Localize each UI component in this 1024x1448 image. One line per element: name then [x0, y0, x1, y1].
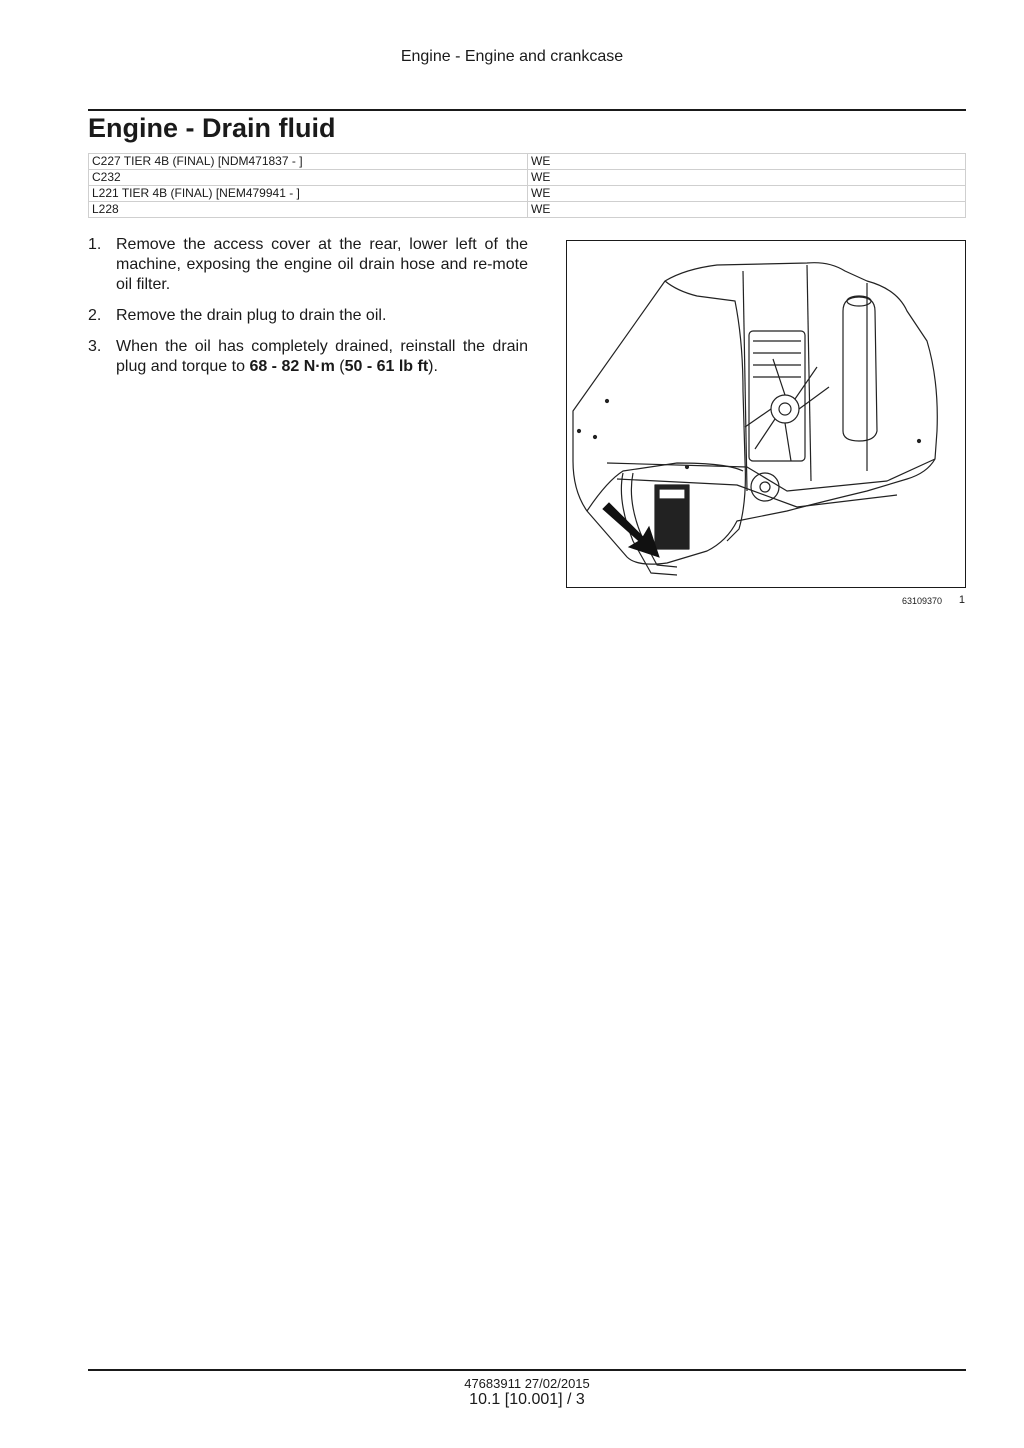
- torque-imperial: 50 - 61 lb ft: [344, 358, 429, 375]
- footer-rule: [88, 1369, 966, 1371]
- paren-open: (: [334, 358, 345, 375]
- header-rule: [88, 109, 966, 111]
- step-text: [116, 338, 528, 375]
- engine-figure: [566, 240, 966, 588]
- step-text: Remove the access cover at the rear, lower left of the machine, exposing the engine oil drain hose and re-mote oil filter.: [116, 236, 528, 293]
- procedure-steps: [88, 235, 528, 388]
- footer-page-ref: 10.1 [10.001] / 3: [469, 1391, 585, 1408]
- torque-metric: 68 - 82 N·m: [249, 358, 335, 375]
- step-number: 2.: [88, 307, 102, 324]
- section-title: Engine - Drain fluid: [88, 113, 336, 143]
- step-text-part: When the oil has completely drained, reinstall the drain plug and torque to: [116, 338, 528, 375]
- engine-drain-illustration: [567, 241, 965, 587]
- model-cell: C232: [89, 170, 528, 186]
- region-cell: WE: [528, 170, 966, 186]
- footer-doc-ref: 47683911 27/02/2015: [464, 1376, 590, 1391]
- applicability-table: [88, 153, 966, 218]
- model-cell: C227 TIER 4B (FINAL) [NDM471837 - ]: [89, 154, 528, 170]
- region-cell: WE: [528, 154, 966, 170]
- reservoir: [843, 297, 877, 441]
- step-number: 1.: [88, 236, 102, 253]
- enclosure-shell: [573, 263, 937, 564]
- drain-location-arrow: [603, 503, 659, 557]
- fan-hub: [771, 395, 799, 423]
- step-item: [88, 337, 528, 377]
- table-row: [89, 186, 966, 202]
- model-cell: L221 TIER 4B (FINAL) [NEM479941 - ]: [89, 186, 528, 202]
- figure-number: 1: [958, 594, 965, 606]
- region-cell: WE: [528, 186, 966, 202]
- figure-code: 63109370: [901, 596, 942, 606]
- table-row: [89, 170, 966, 186]
- model-cell: L228: [89, 202, 528, 218]
- paren-close: ).: [428, 358, 438, 375]
- table-row: [89, 202, 966, 218]
- table-row: [89, 154, 966, 170]
- step-number: 3.: [88, 338, 102, 355]
- step-item: [88, 306, 528, 326]
- region-cell: WE: [528, 202, 966, 218]
- running-header: Engine - Engine and crankcase: [400, 48, 624, 65]
- step-item: [88, 235, 528, 295]
- step-text: Remove the drain plug to drain the oil.: [116, 307, 387, 324]
